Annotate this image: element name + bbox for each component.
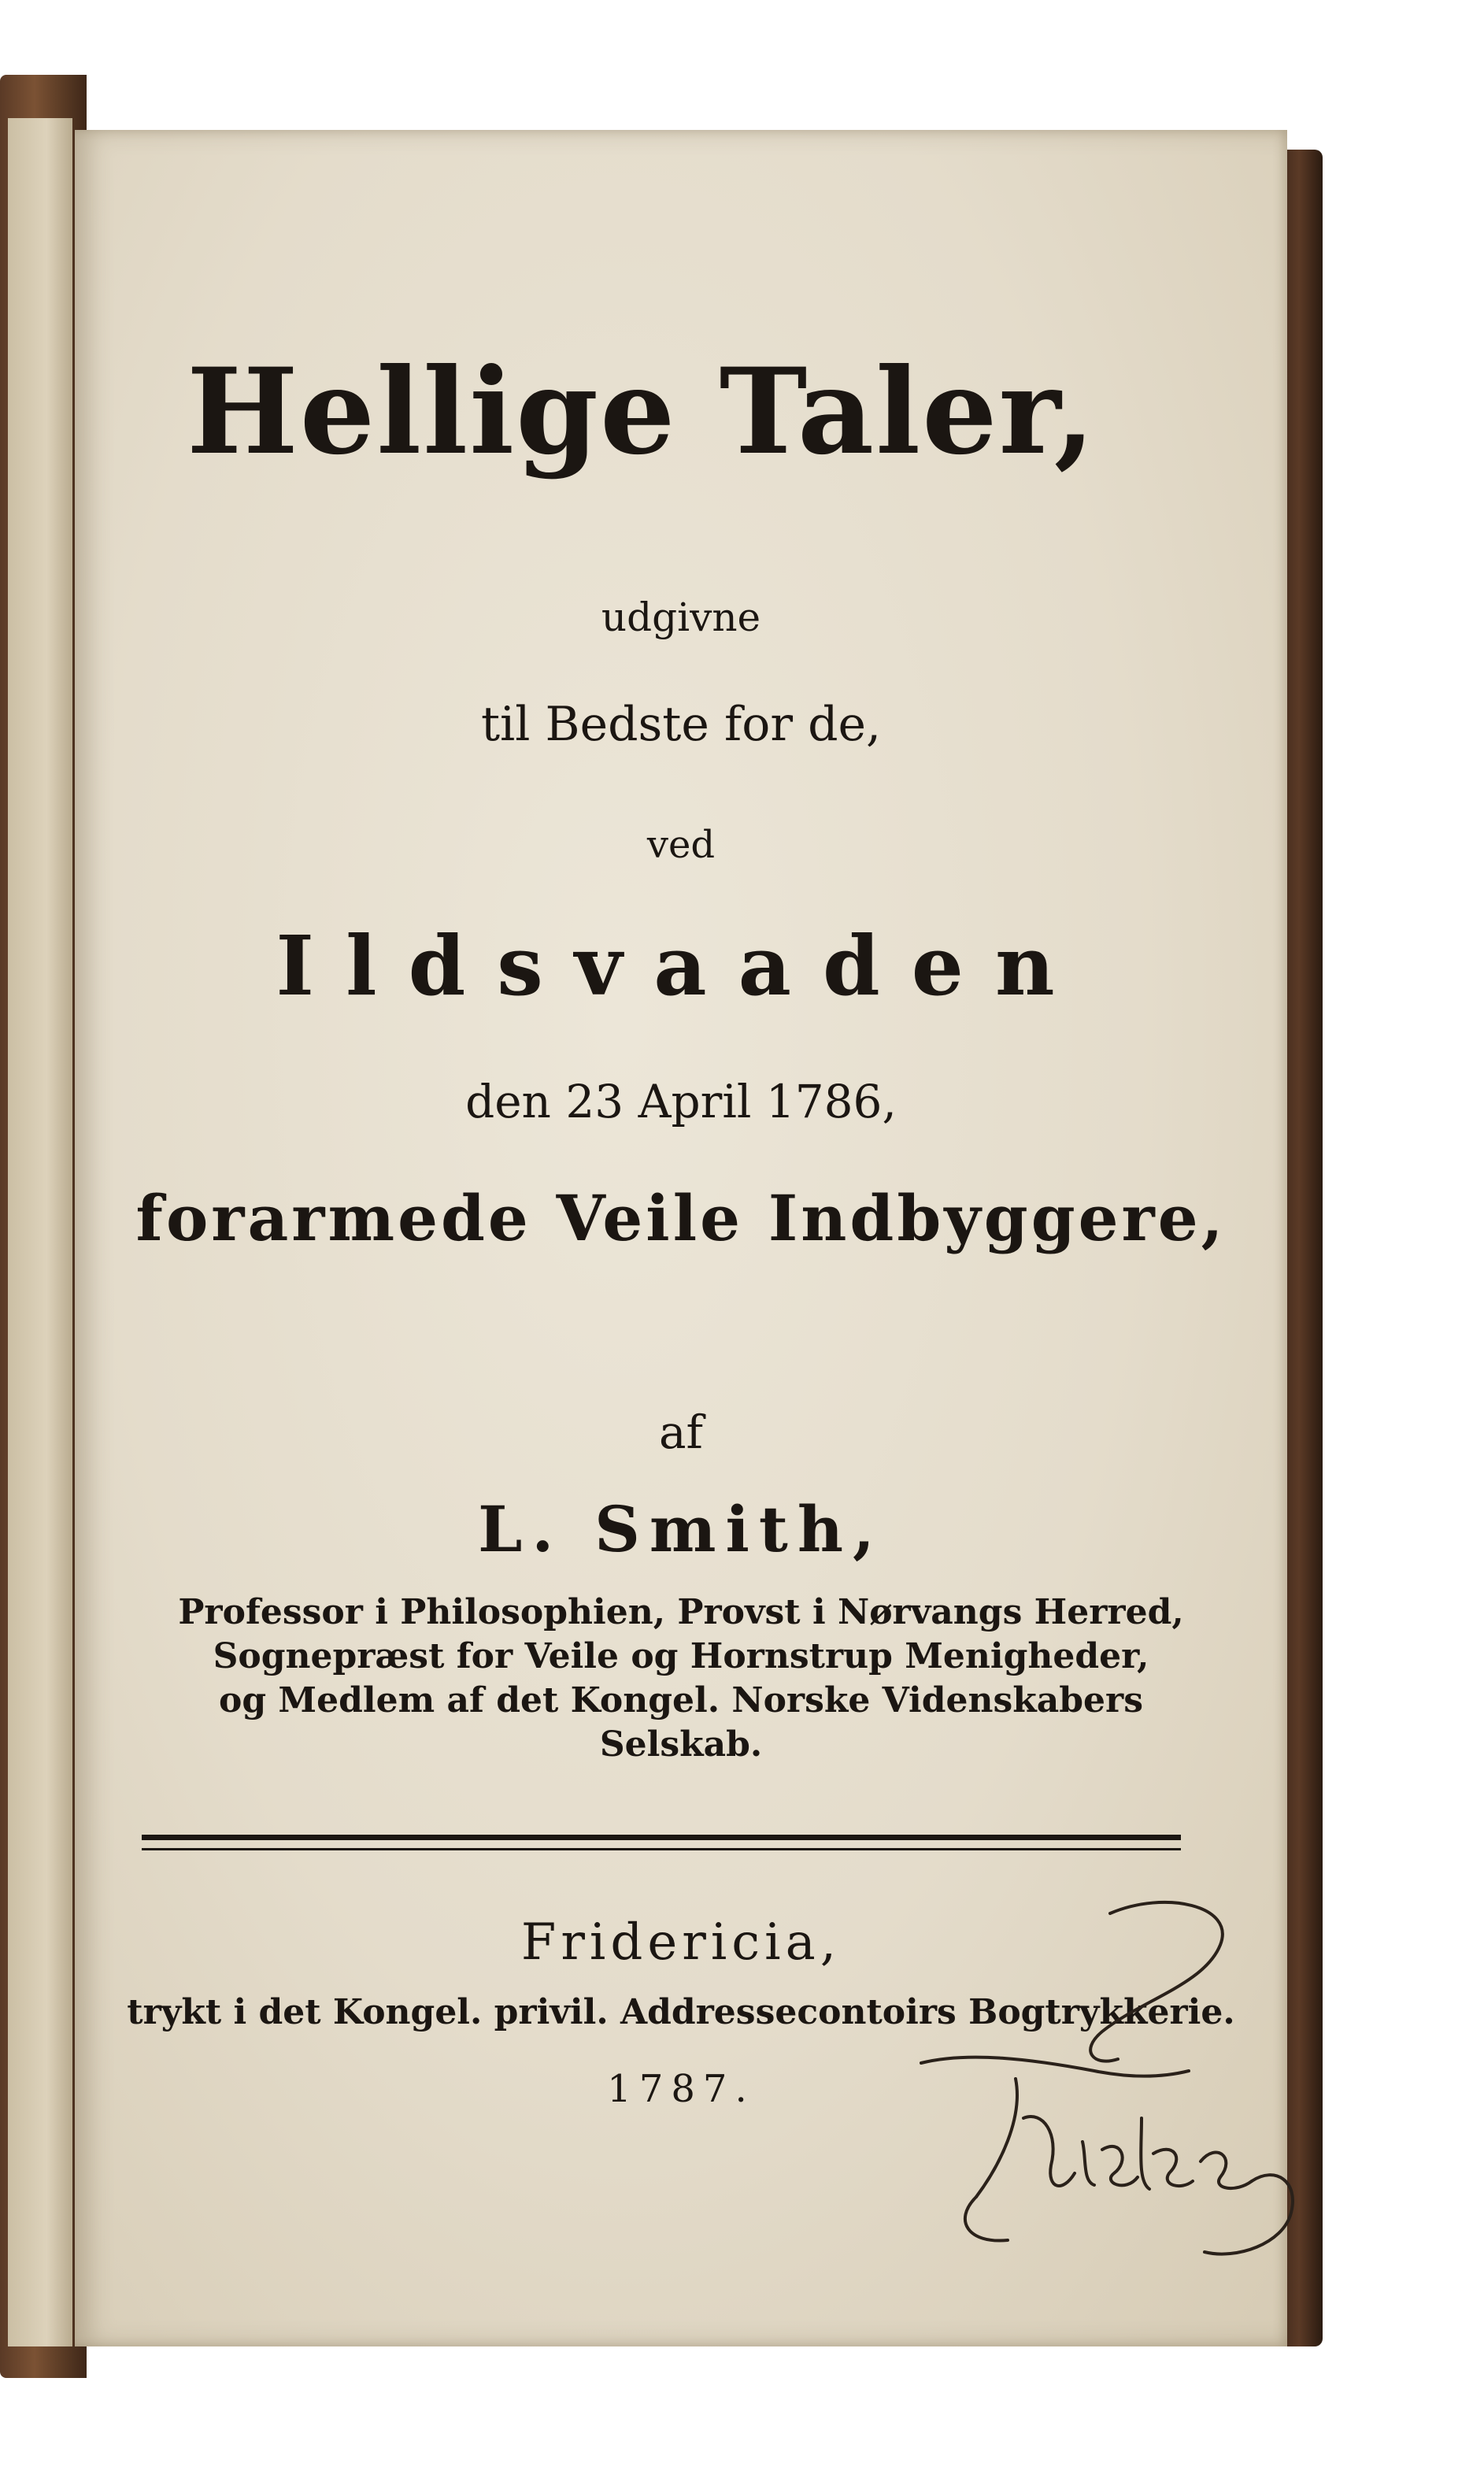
beneficiaries: forarmede Veile Indbyggere, <box>135 1181 1227 1255</box>
author-name: L. Smith, <box>478 1492 884 1566</box>
event-date: den 23 April 1786, <box>465 1075 897 1128</box>
subtitle-line-1: udgivne <box>601 594 761 640</box>
imprint-year: 1787. <box>607 2067 755 2111</box>
by-word: af <box>658 1406 704 1459</box>
author-credentials <box>75 1591 1287 1767</box>
subtitle-line-3: ved <box>646 823 716 867</box>
subtitle-line-2: til Bedste for de, <box>480 697 882 752</box>
book-title: Hellige Taler, <box>187 343 1097 481</box>
double-rule-thick <box>142 1835 1181 1840</box>
imprint-printer: trykt i det Kongel. privil. Addressecontoirs Bogtrykkerie. <box>127 1992 1235 2032</box>
credentials-line: Professor i Philosophien, Provst i Nørvangs Herred, <box>178 1592 1184 1632</box>
credentials-line: og Medlem af det Kongel. Norske Videnskabers <box>219 1680 1143 1720</box>
credentials-line: Selskab. <box>599 1724 763 1765</box>
double-rule-thin <box>142 1848 1181 1850</box>
credentials-line: Sognepræst for Veile og Hornstrup Menigheder, <box>213 1636 1149 1676</box>
handwritten-signature <box>905 1882 1315 2291</box>
imprint-place: Fridericia, <box>520 1913 842 1972</box>
event-name: Ildsvaaden <box>276 917 1086 1014</box>
